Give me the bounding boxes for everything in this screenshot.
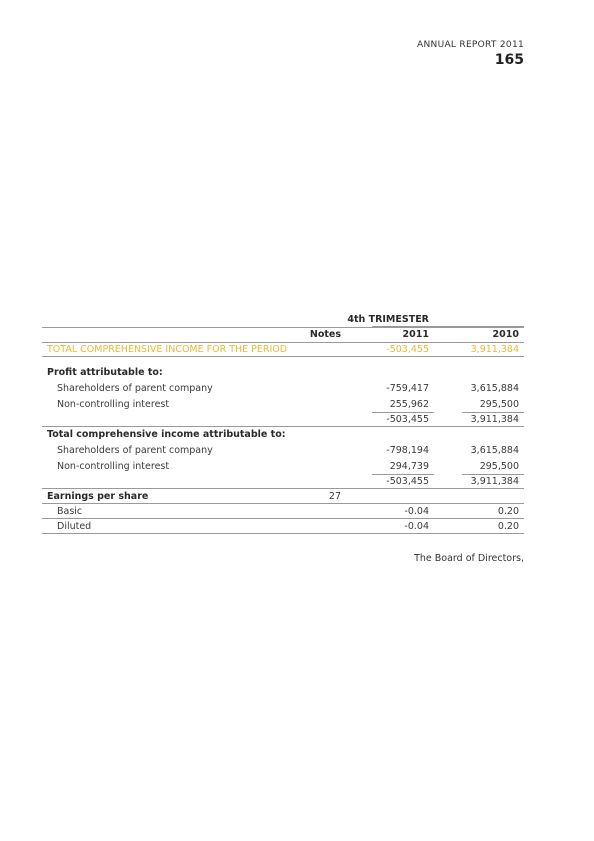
row-label: Diluted	[57, 521, 92, 532]
column-header-2011: 2011	[402, 329, 429, 340]
report-title: ANNUAL REPORT 2011	[417, 40, 524, 50]
group-header: 4th TRIMESTER	[347, 314, 429, 325]
table-row	[42, 519, 524, 534]
table-row	[42, 459, 524, 474]
subtotal-row	[42, 474, 524, 489]
row-2011-value: -0.04	[404, 521, 429, 532]
column-header-row	[42, 327, 524, 342]
subtotal-2011-value: -503,455	[386, 414, 429, 425]
row-2010-value: 3,615,884	[470, 383, 519, 394]
comprehensive-attributable-header	[42, 427, 524, 442]
row-label: Shareholders of parent company	[57, 383, 213, 394]
table-row	[42, 381, 524, 396]
row-label: Non-controlling interest	[57, 399, 170, 410]
row-label: Non-controlling interest	[57, 461, 170, 472]
subtotal-2010-value: 3,911,384	[470, 414, 519, 425]
row-2011-value: 255,962	[389, 399, 429, 410]
row-2010-value: 3,615,884	[470, 445, 519, 456]
column-header-notes: Notes	[309, 329, 341, 340]
board-of-directors-line: The Board of Directors,	[414, 553, 524, 564]
row-2011-value: -798,194	[386, 445, 429, 456]
income-statement-table	[42, 312, 524, 534]
row-2011-value: -0.04	[404, 506, 429, 517]
row-2011-value: -759,417	[386, 383, 429, 394]
subtotal-2010-value: 3,911,384	[470, 476, 519, 487]
row-2010-value: 0.20	[497, 521, 519, 532]
total-2011-value: -503,455	[386, 344, 429, 355]
table-row	[42, 443, 524, 458]
earnings-per-share-title: Earnings per share	[47, 491, 149, 502]
total-comprehensive-income-label: TOTAL COMPREHENSIVE INCOME FOR THE PERIOD	[47, 344, 288, 355]
table-row	[42, 397, 524, 412]
comprehensive-attributable-title: Total comprehensive income attributable to:	[47, 429, 286, 440]
earnings-per-share-header	[42, 489, 524, 504]
total-2010-value: 3,911,384	[470, 344, 519, 355]
row-2011-value: 294,739	[389, 461, 429, 472]
group-header-row	[42, 312, 524, 327]
column-header-2010: 2010	[492, 329, 519, 340]
row-2010-value: 295,500	[479, 399, 519, 410]
row-label: Basic	[57, 506, 83, 517]
total-comprehensive-income-row	[42, 342, 524, 357]
earnings-per-share-note: 27	[328, 491, 341, 502]
profit-attributable-title: Profit attributable to:	[47, 367, 163, 378]
row-2010-value: 295,500	[479, 461, 519, 472]
row-label: Shareholders of parent company	[57, 445, 213, 456]
row-2010-value: 0.20	[497, 506, 519, 517]
subtotal-row	[42, 412, 524, 427]
subtotal-2011-value: -503,455	[386, 476, 429, 487]
table-row	[42, 504, 524, 519]
page-number: 165	[494, 52, 524, 68]
profit-attributable-header	[42, 365, 524, 380]
